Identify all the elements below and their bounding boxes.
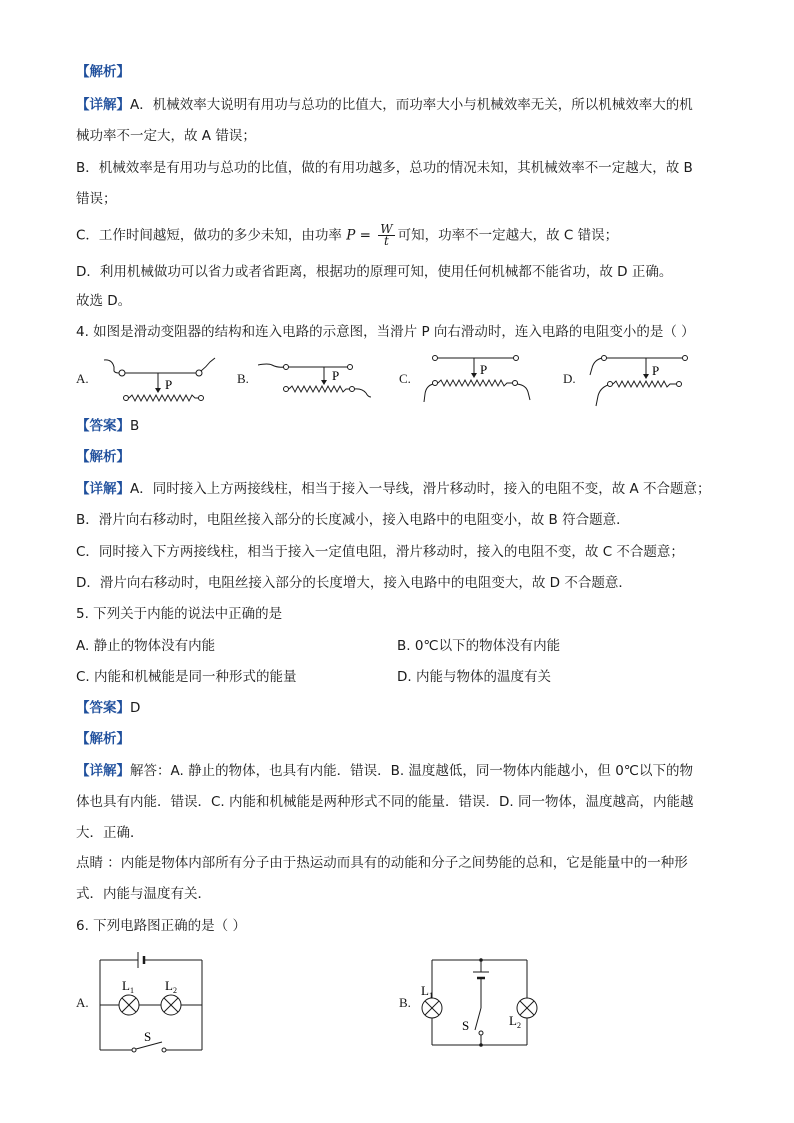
note-2-q5: 式．内能与温度有关． <box>76 886 211 902</box>
formula-p: P <box>346 227 356 244</box>
detail-2-q5: 体也具有内能．错误．C. 内能和机械能是两种形式不同的能量．错误．D. 同一物体，温度越高，内能越 <box>76 794 694 810</box>
detail-c-q3: C．工作时间越短，做功的多少未知，由功率 P = $\frac{W}{t}$ 可知，功率不一定越大，故 C 错误； <box>76 222 619 248</box>
analysis-tag-q3: 【解析】 <box>76 64 130 80</box>
detail-1-q5: 【详解】解答：A. 静止的物体，也具有内能．错误．B. 温度越低，同一物体内能越小，但 0℃以下的物 <box>76 763 693 779</box>
analysis-tag-q5: 【解析】 <box>76 731 130 747</box>
detail-d-q3: D．利用机械做功可以省力或者省距离，根据功的原理可知，使用任何机械都不能省功，故 D 正确。 <box>76 264 673 280</box>
answer-q5: 【答案】D <box>76 700 141 716</box>
svg-text:L1: $L_1$ <box>421 983 433 1000</box>
lamp-l2-icon <box>161 995 181 1015</box>
question-4: 4. 如图是滑动变阻器的结构和连入电路的示意图，当滑片 P 向右滑动时，连入电路的电阻变小的是（ ） <box>76 324 695 340</box>
option-b-q5: B. 0℃以下的物体没有内能 <box>397 638 561 654</box>
analysis-tag-q4: 【解析】 <box>76 449 130 465</box>
lamp-l1-icon <box>422 998 442 1018</box>
detail-a-q4: 【详解】A．同时接入上方两接线柱，相当于接入一导线，滑片移动时，接入的电阻不变，故 A 不合题意； <box>76 481 711 497</box>
note-1-q5: 点睛 ：内能是物体内部所有分子由于热运动而具有的动能和分子之间势能的总和，它是能量中的一种形 <box>76 855 688 871</box>
question-5: 5. 下列关于内能的说法中正确的是 <box>76 606 283 622</box>
detail-a-cont-q3: 械功率不一定大，故 A 错误； <box>76 128 256 144</box>
detail-3-q5: 大．正确． <box>76 825 144 841</box>
rheostat-diagram-b <box>258 355 373 405</box>
option-a-q5: A. 静止的物体没有内能 <box>76 638 216 654</box>
lamp-l1-icon <box>119 995 139 1015</box>
circuit-diagram-b <box>415 950 545 1055</box>
option-d-label-q4: D. <box>563 371 576 386</box>
detail-b-q3: B．机械效率是有用功与总功的比值，做的有用功越多，总功的情况未知，其机械效率不一定越大，故 B <box>76 160 693 176</box>
circuit-diagram-a <box>92 945 212 1057</box>
svg-text:S: S <box>144 1029 152 1044</box>
question-6: 6. 下列电路图正确的是（ ） <box>76 918 246 934</box>
option-b-label-q6: B. <box>399 995 411 1010</box>
svg-text:P: P <box>480 362 488 377</box>
option-a-label-q6: A. <box>76 995 89 1010</box>
lamp-l2-icon <box>517 998 537 1018</box>
detail-c-q4: C．同时接入下方两接线柱，相当于接入一定值电阻，滑片移动时，接入的电阻不变，故 C 不合题意； <box>76 544 684 560</box>
choose-q3: 故选 D。 <box>76 293 132 309</box>
detail-d-q4: D．滑片向右移动时，电阻丝接入部分的长度增大，接入电路中的电阻变大，故 D 不合题意． <box>76 575 632 591</box>
rheostat-diagram-a <box>100 355 220 410</box>
option-c-q5: C. 内能和机械能是同一种形式的能量 <box>76 669 297 685</box>
detail-a-q3: 【详解】A．机械效率大说明有用功与总功的比值大，而功率大小与机械效率无关，所以机械效率大的机 <box>76 97 693 113</box>
option-a-label-q4: A. <box>76 371 89 386</box>
answer-q4: 【答案】B <box>76 418 140 434</box>
svg-text:L2: $L_2$ <box>165 978 177 995</box>
rheostat-diagram-c <box>418 350 543 405</box>
svg-text:S: S <box>462 1018 470 1033</box>
option-d-q5: D. 内能与物体的温度有关 <box>397 669 551 685</box>
power-fraction: $\frac{W}{t}$ <box>380 222 393 248</box>
svg-text:L1: $L_1$ <box>122 978 134 995</box>
detail-b-q4: B．滑片向右移动时，电阻丝接入部分的长度减小，接入电路中的电阻变小，故 B 符合题意． <box>76 512 630 528</box>
svg-text:P: P <box>332 368 340 383</box>
slider-label: P <box>165 377 173 392</box>
svg-text:L2: $L_2$ <box>509 1013 521 1030</box>
option-c-label-q4: C. <box>399 371 411 386</box>
rheostat-diagram-d <box>584 350 694 410</box>
svg-text:P: P <box>652 363 660 378</box>
detail-b-cont-q3: 错误； <box>76 191 117 207</box>
option-b-label-q4: B. <box>237 371 249 386</box>
switch-icon <box>475 1008 481 1030</box>
